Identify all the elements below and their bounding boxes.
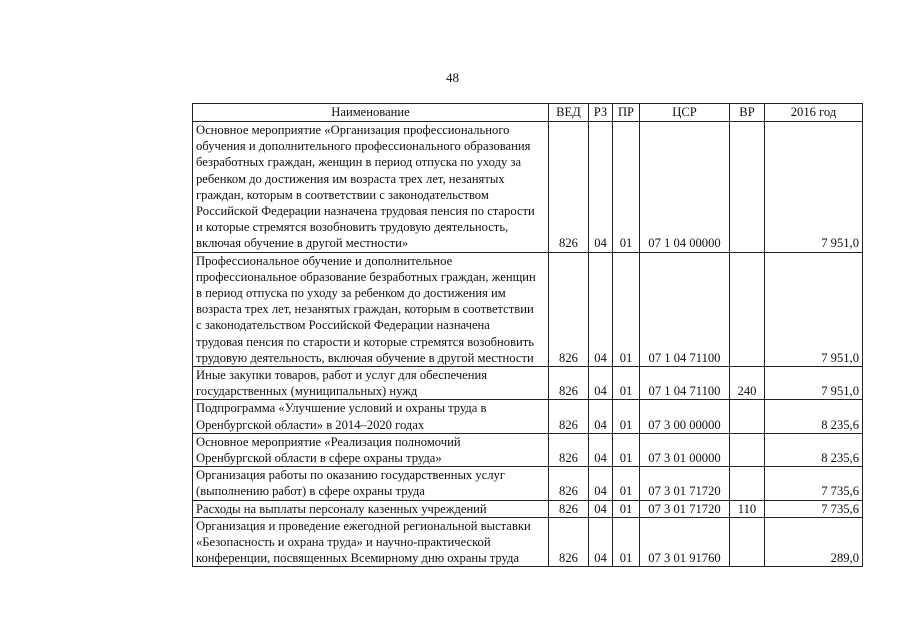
row-name-line: безработных граждан, женщин в период отпуска по уходу за <box>196 155 522 170</box>
header-pr: ПР <box>613 104 640 122</box>
cell-ved: 826 <box>549 122 589 253</box>
cell-pr: 01 <box>613 122 640 253</box>
header-name: Наименование <box>193 104 549 122</box>
cell-vr <box>730 252 765 366</box>
row-name <box>193 500 549 517</box>
row-name <box>193 367 549 400</box>
cell-amount: 8 235,6 <box>765 433 863 466</box>
header-vr: ВР <box>730 104 765 122</box>
cell-pr: 01 <box>613 367 640 400</box>
cell-ved: 826 <box>549 433 589 466</box>
row-name-line: граждан, которым в соответствии с законодательством <box>196 187 489 202</box>
page-number: 48 <box>446 70 459 85</box>
row-name-line: Оренбургской области в сфере охраны труда» <box>196 451 442 466</box>
row-name <box>193 252 549 366</box>
cell-ved: 826 <box>549 500 589 517</box>
row-name-line: Организация работы по оказанию государственных услуг <box>196 468 506 483</box>
table-row <box>193 400 863 433</box>
table-body <box>193 122 863 567</box>
row-name-line: Оренбургской области» в 2014–2020 годах <box>196 417 425 432</box>
header-csr: ЦСР <box>640 104 730 122</box>
cell-csr: 07 3 01 00000 <box>640 433 730 466</box>
table-row <box>193 517 863 567</box>
cell-vr: 240 <box>730 367 765 400</box>
row-name-line: государственных (муниципальных) нужд <box>196 384 418 399</box>
cell-amount: 7 951,0 <box>765 252 863 366</box>
row-name-line: обучения и дополнительного профессионального образования <box>196 139 531 154</box>
cell-pr: 01 <box>613 252 640 366</box>
cell-csr: 07 3 01 91760 <box>640 517 730 567</box>
row-name-line: (выполнению работ) в сфере охраны труда <box>196 484 425 499</box>
table-row <box>193 433 863 466</box>
table-row <box>193 467 863 500</box>
row-name-line: конференции, посвященных Всемирному дню охраны труда <box>196 551 520 566</box>
row-name <box>193 467 549 500</box>
row-name-line: Иные закупки товаров, работ и услуг для обеспечения <box>196 368 488 383</box>
table-row <box>193 367 863 400</box>
budget-table <box>192 103 863 567</box>
cell-rz: 04 <box>589 500 613 517</box>
cell-amount: 7 735,6 <box>765 467 863 500</box>
row-name-line: возраста трех лет, незанятых граждан, которым в соответствии <box>196 302 534 317</box>
row-name-line: трудовую деятельность, включая обучение в другой местности <box>196 350 534 365</box>
cell-csr: 07 1 04 00000 <box>640 122 730 253</box>
row-name-line: и которые стремятся возобновить трудовую деятельность, <box>196 220 509 235</box>
row-name-line: профессиональное образование безработных граждан, женщин <box>196 269 536 284</box>
row-name-line: Расходы на выплаты персоналу казенных учреждений <box>196 501 487 516</box>
cell-pr: 01 <box>613 400 640 433</box>
cell-rz: 04 <box>589 400 613 433</box>
row-name <box>193 122 549 253</box>
row-name-line: Российской Федерации назначена трудовая пенсия по старости <box>196 204 535 219</box>
cell-amount: 7 735,6 <box>765 500 863 517</box>
cell-pr: 01 <box>613 467 640 500</box>
cell-vr <box>730 433 765 466</box>
cell-csr: 07 3 00 00000 <box>640 400 730 433</box>
cell-pr: 01 <box>613 433 640 466</box>
row-name-line: «Безопасность и охрана труда» и научно-практической <box>196 535 491 550</box>
cell-ved: 826 <box>549 367 589 400</box>
cell-csr: 07 1 04 71100 <box>640 367 730 400</box>
row-name <box>193 400 549 433</box>
row-name-line: Профессиональное обучение и дополнительное <box>196 253 453 268</box>
row-name-line: ребенком до достижения им возраста трех лет, незанятых <box>196 171 505 186</box>
cell-rz: 04 <box>589 467 613 500</box>
cell-ved: 826 <box>549 517 589 567</box>
table-row <box>193 122 863 253</box>
row-name-line: Основное мероприятие «Организация профессионального <box>196 123 510 137</box>
row-name <box>193 433 549 466</box>
cell-ved: 826 <box>549 400 589 433</box>
cell-ved: 826 <box>549 252 589 366</box>
row-name-line: с законодательством Российской Федерации назначена <box>196 318 490 333</box>
cell-vr <box>730 122 765 253</box>
cell-csr: 07 3 01 71720 <box>640 467 730 500</box>
header-rz: РЗ <box>589 104 613 122</box>
cell-vr <box>730 517 765 567</box>
cell-amount: 8 235,6 <box>765 400 863 433</box>
cell-rz: 04 <box>589 517 613 567</box>
row-name-line: Организация и проведение ежегодной региональной выставки <box>196 518 531 533</box>
cell-pr: 01 <box>613 500 640 517</box>
cell-amount: 7 951,0 <box>765 122 863 253</box>
cell-rz: 04 <box>589 252 613 366</box>
header-year: 2016 год <box>765 104 863 122</box>
cell-rz: 04 <box>589 367 613 400</box>
cell-amount: 289,0 <box>765 517 863 567</box>
row-name <box>193 517 549 567</box>
row-name-line: включая обучение в другой местности» <box>196 236 409 251</box>
cell-amount: 7 951,0 <box>765 367 863 400</box>
table-row <box>193 252 863 366</box>
cell-rz: 04 <box>589 122 613 253</box>
row-name-line: Основное мероприятие «Реализация полномочий <box>196 434 461 449</box>
row-name-line: Подпрограмма «Улучшение условий и охраны труда в <box>196 401 487 416</box>
cell-csr: 07 1 04 71100 <box>640 252 730 366</box>
cell-rz: 04 <box>589 433 613 466</box>
cell-pr: 01 <box>613 517 640 567</box>
cell-csr: 07 3 01 71720 <box>640 500 730 517</box>
cell-vr <box>730 400 765 433</box>
row-name-line: в период отпуска по уходу за ребенком до достижения им <box>196 286 506 301</box>
header-ved: ВЕД <box>549 104 589 122</box>
cell-vr <box>730 467 765 500</box>
cell-vr: 110 <box>730 500 765 517</box>
row-name-line: трудовая пенсия по старости и которые стремятся возобновить <box>196 334 535 349</box>
cell-ved: 826 <box>549 467 589 500</box>
table-header-row <box>193 104 863 122</box>
table-row <box>193 500 863 517</box>
